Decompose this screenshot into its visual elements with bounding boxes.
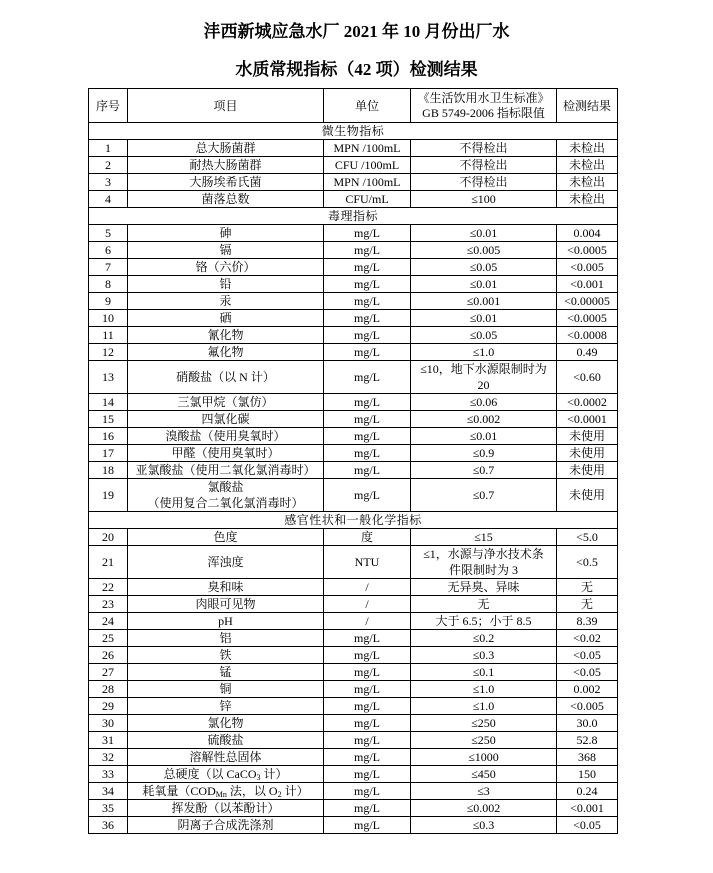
cell-number: 28 xyxy=(89,681,128,698)
cell-unit: mg/L xyxy=(324,462,411,479)
cell-result: <0.05 xyxy=(557,817,618,834)
cell-result: <0.5 xyxy=(557,546,618,579)
cell-result: 未使用 xyxy=(557,445,618,462)
cell-item: 氯化物 xyxy=(128,715,324,732)
cell-limit: 不得检出 xyxy=(411,174,557,191)
table-row xyxy=(89,428,618,445)
cell-limit: ≤0.002 xyxy=(411,411,557,428)
cell-unit: mg/L xyxy=(324,327,411,344)
cell-result: <0.05 xyxy=(557,664,618,681)
cell-result: <0.02 xyxy=(557,630,618,647)
table-row xyxy=(89,749,618,766)
cell-number: 6 xyxy=(89,242,128,259)
cell-item: 甲醛（使用臭氧时） xyxy=(128,445,324,462)
cell-item: 铬（六价） xyxy=(128,259,324,276)
table-row xyxy=(89,579,618,596)
cell-unit: mg/L xyxy=(324,783,411,800)
cell-result: <0.005 xyxy=(557,698,618,715)
cell-item: 阴离子合成洗涤剂 xyxy=(128,817,324,834)
cell-unit: mg/L xyxy=(324,681,411,698)
cell-limit: ≤0.7 xyxy=(411,479,557,512)
cell-limit: ≤0.01 xyxy=(411,428,557,445)
table-row xyxy=(89,479,618,512)
cell-result: <0.0002 xyxy=(557,394,618,411)
table-row xyxy=(89,681,618,698)
cell-limit xyxy=(411,546,557,579)
cell-result: 未使用 xyxy=(557,479,618,512)
header-number: 序号 xyxy=(89,89,128,123)
cell-result: 未检出 xyxy=(557,191,618,208)
cell-unit: mg/L xyxy=(324,344,411,361)
cell-unit: mg/L xyxy=(324,445,411,462)
cell-number: 24 xyxy=(89,613,128,630)
cell-number: 8 xyxy=(89,276,128,293)
cell-item: 总硬度（以 CaCO$_3$ 计） xyxy=(128,766,324,783)
cell-unit: mg/L xyxy=(324,276,411,293)
header-limit xyxy=(411,89,557,123)
table-row xyxy=(89,276,618,293)
cell-result: 未检出 xyxy=(557,157,618,174)
cell-item: 汞 xyxy=(128,293,324,310)
cell-number: 35 xyxy=(89,800,128,817)
cell-item: 铝 xyxy=(128,630,324,647)
cell-item: 氰化物 xyxy=(128,327,324,344)
cell-unit: mg/L xyxy=(324,225,411,242)
table-row xyxy=(89,327,618,344)
cell-result: 无 xyxy=(557,596,618,613)
table-row xyxy=(89,715,618,732)
cell-item: 镉 xyxy=(128,242,324,259)
cell-number: 18 xyxy=(89,462,128,479)
cell-number: 25 xyxy=(89,630,128,647)
cell-number: 2 xyxy=(89,157,128,174)
title-line-2: 水质常规指标（42 项）检测结果 xyxy=(235,60,478,79)
cell-result: 未使用 xyxy=(557,462,618,479)
cell-limit: ≤1000 xyxy=(411,749,557,766)
cell-number: 29 xyxy=(89,698,128,715)
table-body xyxy=(89,123,618,834)
cell-item xyxy=(128,479,324,512)
cell-result: <0.0001 xyxy=(557,411,618,428)
cell-item: pH xyxy=(128,613,324,630)
cell-number: 1 xyxy=(89,140,128,157)
cell-unit: mg/L xyxy=(324,310,411,327)
table-row xyxy=(89,157,618,174)
table-row xyxy=(89,529,618,546)
cell-item: 硝酸盐（以 N 计） xyxy=(128,361,324,394)
cell-number: 7 xyxy=(89,259,128,276)
cell-limit: ≤3 xyxy=(411,783,557,800)
table-row xyxy=(89,546,618,579)
cell-limit: ≤15 xyxy=(411,529,557,546)
cell-unit: NTU xyxy=(324,546,411,579)
table-row xyxy=(89,361,618,394)
table-row xyxy=(89,293,618,310)
table-row xyxy=(89,344,618,361)
cell-limit: ≤0.3 xyxy=(411,817,557,834)
cell-unit: mg/L xyxy=(324,647,411,664)
cell-unit: mg/L xyxy=(324,242,411,259)
cell-item: 挥发酚（以苯酚计） xyxy=(128,800,324,817)
cell-number: 36 xyxy=(89,817,128,834)
subscript: Mn xyxy=(215,790,227,799)
cell-result: 未检出 xyxy=(557,140,618,157)
cell-item: 浑浊度 xyxy=(128,546,324,579)
table-row xyxy=(89,664,618,681)
cell-unit: mg/L xyxy=(324,394,411,411)
cell-limit: ≤1.0 xyxy=(411,344,557,361)
cell-limit: ≤0.001 xyxy=(411,293,557,310)
subscript: 3 xyxy=(256,773,261,782)
table-row xyxy=(89,225,618,242)
cell-unit: mg/L xyxy=(324,630,411,647)
cell-limit: ≤100 xyxy=(411,191,557,208)
table-row xyxy=(89,613,618,630)
cell-item: 臭和味 xyxy=(128,579,324,596)
cell-result: <5.0 xyxy=(557,529,618,546)
section-header-row xyxy=(89,208,618,225)
cell-item: 肉眼可见物 xyxy=(128,596,324,613)
cell-number: 17 xyxy=(89,445,128,462)
table-row xyxy=(89,732,618,749)
cell-unit: MPN /100mL xyxy=(324,174,411,191)
cell-item: 三氯甲烷（氯仿） xyxy=(128,394,324,411)
cell-unit: / xyxy=(324,613,411,630)
cell-item: 总大肠菌群 xyxy=(128,140,324,157)
cell-limit: ≤1.0 xyxy=(411,681,557,698)
cell-result: 0.004 xyxy=(557,225,618,242)
cell-line: 氯酸盐 xyxy=(207,480,244,494)
cell-item: 四氯化碳 xyxy=(128,411,324,428)
cell-result: <0.001 xyxy=(557,276,618,293)
cell-item: 氟化物 xyxy=(128,344,324,361)
cell-line: 20 xyxy=(477,378,490,392)
table-row xyxy=(89,596,618,613)
table-row xyxy=(89,242,618,259)
cell-number: 21 xyxy=(89,546,128,579)
cell-item: 菌落总数 xyxy=(128,191,324,208)
cell-result: <0.05 xyxy=(557,647,618,664)
cell-item: 铁 xyxy=(128,647,324,664)
cell-result: <0.60 xyxy=(557,361,618,394)
cell-result: 52.8 xyxy=(557,732,618,749)
cell-number: 33 xyxy=(89,766,128,783)
cell-unit: / xyxy=(324,579,411,596)
cell-item: 铅 xyxy=(128,276,324,293)
cell-limit: ≤0.005 xyxy=(411,242,557,259)
cell-unit: 度 xyxy=(324,529,411,546)
cell-unit: mg/L xyxy=(324,732,411,749)
cell-item: 硫酸盐 xyxy=(128,732,324,749)
header-item: 项目 xyxy=(128,89,324,123)
cell-number: 11 xyxy=(89,327,128,344)
section-title: 毒理指标 xyxy=(89,208,618,225)
cell-result: 8.39 xyxy=(557,613,618,630)
cell-unit: mg/L xyxy=(324,715,411,732)
subscript: 2 xyxy=(277,790,282,799)
cell-number: 5 xyxy=(89,225,128,242)
cell-limit: 不得检出 xyxy=(411,157,557,174)
table-row xyxy=(89,140,618,157)
cell-limit: ≤0.3 xyxy=(411,647,557,664)
table-row xyxy=(89,191,618,208)
table-row xyxy=(89,766,618,783)
header-row xyxy=(89,89,618,123)
cell-result: 0.49 xyxy=(557,344,618,361)
cell-result: <0.00005 xyxy=(557,293,618,310)
cell-result: 150 xyxy=(557,766,618,783)
table-row xyxy=(89,800,618,817)
cell-number: 22 xyxy=(89,579,128,596)
cell-number: 14 xyxy=(89,394,128,411)
cell-item: 锌 xyxy=(128,698,324,715)
cell-result: 368 xyxy=(557,749,618,766)
table-row xyxy=(89,445,618,462)
cell-item: 硒 xyxy=(128,310,324,327)
cell-limit: 无 xyxy=(411,596,557,613)
table-header xyxy=(89,89,618,123)
table-row xyxy=(89,698,618,715)
cell-result: 未检出 xyxy=(557,174,618,191)
table-row xyxy=(89,174,618,191)
cell-line: ≤10，地下水源限制时为 xyxy=(420,362,547,376)
cell-item: 耗氧量（$COD_{Mn}$ 法，以 $O_2$ 计） xyxy=(128,783,324,800)
cell-result: <0.0008 xyxy=(557,327,618,344)
cell-item: 亚氯酸盐（使用二氧化氯消毒时） xyxy=(128,462,324,479)
cell-limit: ≤0.01 xyxy=(411,310,557,327)
cell-number: 13 xyxy=(89,361,128,394)
cell-unit: mg/L xyxy=(324,428,411,445)
water-quality-table xyxy=(88,88,618,834)
table-row xyxy=(89,630,618,647)
header-result: 检测结果 xyxy=(557,89,618,123)
cell-result: 0.002 xyxy=(557,681,618,698)
cell-limit: 无异臭、异味 xyxy=(411,579,557,596)
table-row xyxy=(89,462,618,479)
cell-number: 31 xyxy=(89,732,128,749)
cell-item: 溴酸盐（使用臭氧时） xyxy=(128,428,324,445)
cell-number: 23 xyxy=(89,596,128,613)
header-limit-line-1: 《生活饮用水卫生标准》 xyxy=(417,90,550,105)
cell-unit: mg/L xyxy=(324,800,411,817)
table-row xyxy=(89,783,618,800)
cell-limit xyxy=(411,361,557,394)
cell-unit: MPN /100mL xyxy=(324,140,411,157)
cell-unit: mg/L xyxy=(324,259,411,276)
cell-limit: ≤0.05 xyxy=(411,327,557,344)
cell-unit: mg/L xyxy=(324,766,411,783)
cell-unit: mg/L xyxy=(324,817,411,834)
cell-limit: ≤1.0 xyxy=(411,698,557,715)
cell-limit: 不得检出 xyxy=(411,140,557,157)
cell-result: 30.0 xyxy=(557,715,618,732)
cell-unit: mg/L xyxy=(324,749,411,766)
cell-unit: CFU /100mL xyxy=(324,157,411,174)
cell-result: <0.0005 xyxy=(557,242,618,259)
cell-limit: ≤0.9 xyxy=(411,445,557,462)
cell-limit: ≤0.1 xyxy=(411,664,557,681)
cell-unit: mg/L xyxy=(324,361,411,394)
table-row xyxy=(89,647,618,664)
cell-item: 铜 xyxy=(128,681,324,698)
cell-number: 20 xyxy=(89,529,128,546)
cell-result: 无 xyxy=(557,579,618,596)
cell-number: 30 xyxy=(89,715,128,732)
section-header-row xyxy=(89,123,618,140)
cell-unit: mg/L xyxy=(324,698,411,715)
cell-number: 26 xyxy=(89,647,128,664)
title-line-1: 沣西新城应急水厂 2021 年 10 月份出厂水 xyxy=(203,22,510,41)
cell-number: 4 xyxy=(89,191,128,208)
cell-unit: / xyxy=(324,596,411,613)
cell-limit: 大于 6.5；小于 8.5 xyxy=(411,613,557,630)
cell-item: 锰 xyxy=(128,664,324,681)
cell-item: 大肠埃希氏菌 xyxy=(128,174,324,191)
cell-limit: ≤0.2 xyxy=(411,630,557,647)
section-header-row xyxy=(89,512,618,529)
cell-limit: ≤450 xyxy=(411,766,557,783)
cell-item: 色度 xyxy=(128,529,324,546)
cell-number: 15 xyxy=(89,411,128,428)
cell-limit: ≤0.7 xyxy=(411,462,557,479)
cell-number: 19 xyxy=(89,479,128,512)
table-row xyxy=(89,817,618,834)
cell-item: 砷 xyxy=(128,225,324,242)
cell-number: 12 xyxy=(89,344,128,361)
cell-limit: ≤0.01 xyxy=(411,276,557,293)
table-row xyxy=(89,411,618,428)
cell-line: 件限制时为 3 xyxy=(448,563,518,577)
section-title: 微生物指标 xyxy=(89,123,618,140)
cell-result: <0.0005 xyxy=(557,310,618,327)
table-row xyxy=(89,394,618,411)
header-unit: 单位 xyxy=(324,89,411,123)
cell-result: <0.001 xyxy=(557,800,618,817)
cell-item: 溶解性总固体 xyxy=(128,749,324,766)
cell-unit: mg/L xyxy=(324,411,411,428)
table-row xyxy=(89,259,618,276)
cell-unit: mg/L xyxy=(324,293,411,310)
cell-number: 16 xyxy=(89,428,128,445)
cell-limit: ≤0.01 xyxy=(411,225,557,242)
cell-limit: ≤250 xyxy=(411,715,557,732)
document-title xyxy=(0,13,713,89)
table-row xyxy=(89,310,618,327)
section-title: 感官性状和一般化学指标 xyxy=(89,512,618,529)
cell-line: （使用复合二氧化氯消毒时） xyxy=(147,496,304,510)
cell-line: ≤1，水源与净水技术条 xyxy=(423,547,544,561)
cell-number: 27 xyxy=(89,664,128,681)
cell-item: 耐热大肠菌群 xyxy=(128,157,324,174)
cell-result: 未使用 xyxy=(557,428,618,445)
cell-result: <0.005 xyxy=(557,259,618,276)
cell-result: 0.24 xyxy=(557,783,618,800)
cell-number: 10 xyxy=(89,310,128,327)
cell-unit: mg/L xyxy=(324,664,411,681)
cell-limit: ≤0.06 xyxy=(411,394,557,411)
cell-number: 3 xyxy=(89,174,128,191)
cell-number: 32 xyxy=(89,749,128,766)
cell-limit: ≤0.05 xyxy=(411,259,557,276)
cell-unit: mg/L xyxy=(324,479,411,512)
cell-limit: ≤0.002 xyxy=(411,800,557,817)
cell-number: 34 xyxy=(89,783,128,800)
cell-unit: CFU/mL xyxy=(324,191,411,208)
header-limit-line-2: GB 5749-2006 指标限值 xyxy=(422,105,545,120)
cell-limit: ≤250 xyxy=(411,732,557,749)
cell-number: 9 xyxy=(89,293,128,310)
